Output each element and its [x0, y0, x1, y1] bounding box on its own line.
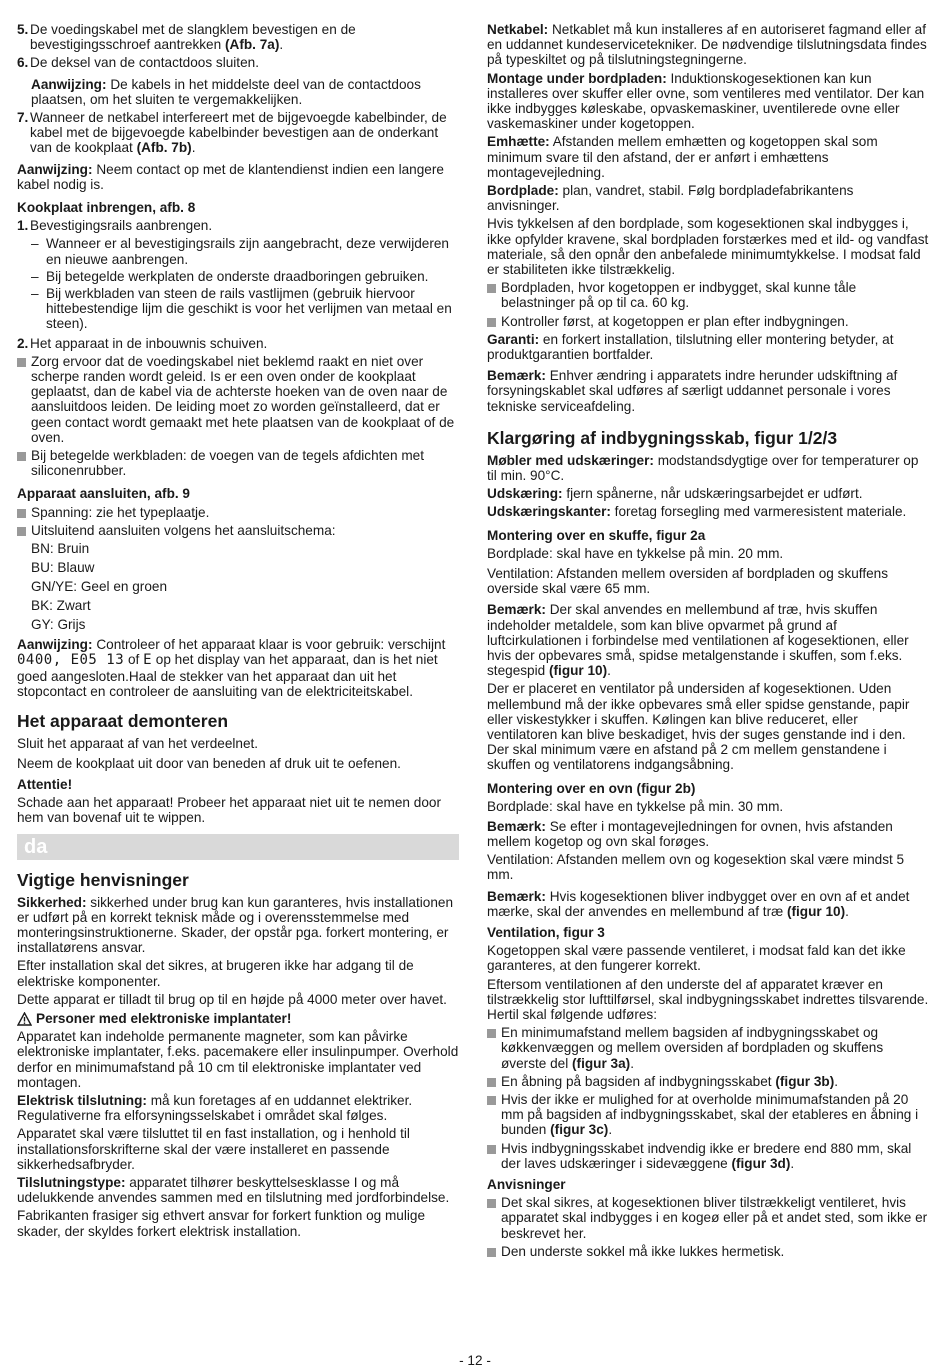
- insert-step-1: [17, 218, 459, 233]
- remark-label: Bemærk:: [487, 602, 546, 618]
- warranty-paragraph: [487, 332, 929, 362]
- dash-item: – Bij betegelde werkplaten de onderste draadboringen gebruiken.: [31, 268, 429, 284]
- bullet-item: [487, 280, 929, 310]
- drawer-counter: Bordplade: skal have en tykkelse på min. 20 mm.: [487, 545, 784, 561]
- warranty-text: en forkert installation, tilslutning eller montering betyder, at produktgarantien bortfalder.: [487, 331, 894, 363]
- bullet-square-icon: [487, 1078, 496, 1087]
- step-text: Wanneer de netkabel interfereert met de bijgevoegde kabelbinder, de kabel met de bijgevoegde kabelbinder bevestigen aan de onderkant van de kookplaat: [30, 110, 447, 156]
- wire-gy: GY: Grijs: [31, 617, 86, 633]
- note-text: Neem contact op met de klantendienst indien een langere kabel nodig is.: [17, 161, 444, 192]
- dash-text: Wanneer er al bevestigingsrails zijn aangebracht, deze verwijderen en nieuwe aanbrengen.: [46, 236, 449, 267]
- bullet-text: Spanning: zie het typeplaatje.: [31, 504, 210, 520]
- bullet-text: Hvis der ikke er mulighed for at overholde minimumafstanden på 20 mm på bagsiden af indbygningsskabet, skal der etableres en åbning i bunden: [501, 1091, 919, 1138]
- figure-ref: (Afb. 7b): [136, 140, 192, 156]
- dash-text: Bij betegelde werkplaten de onderste draadboringen gebruiken.: [46, 268, 429, 284]
- dash-text: Bij werkbladen van steen de rails vastlijmen (gebruik hiervoor hittebestendige lijm die geschikt is voor het verlijmen van metaal en steen).: [46, 286, 452, 332]
- safety-label: Sikkerhed:: [17, 894, 87, 910]
- step-6: [17, 55, 459, 70]
- fixed-install: Apparatet skal være tilsluttet til en fast installation, og i henhold til installationsforskrifterne skal der være installeret en passende sikkerhedsafbryder.: [17, 1126, 410, 1172]
- remark-oven: [487, 819, 929, 849]
- connect-heading: Apparaat aansluiten, afb. 9: [17, 486, 190, 502]
- cutout-text: fjern spånerne, når udskæringsarbejdet er udført.: [566, 486, 863, 502]
- altitude: Dette apparat er tilladt til brug op til en højde på 4000 meter over havet.: [17, 991, 447, 1007]
- prep-heading: Klargøring af indbygningsskab, figur 1/2/3: [487, 427, 838, 448]
- attention-text: Schade aan het apparaat! Probeer het apparaat niet uit te nemen door hem van bovenaf uit te wippen.: [17, 795, 441, 826]
- remark-service: [487, 368, 929, 414]
- bullet-item: [17, 448, 459, 478]
- bullet-square-icon: [487, 318, 496, 327]
- page-number: - 12 -: [459, 1353, 491, 1368]
- remark-other-brand: Bemærk: Hvis kogesektionen bliver indbygget over en ovn af et andet mærke, skal der anvendes en mellembund af træ (figur 10).: [487, 888, 910, 919]
- note-check: [17, 637, 459, 699]
- left-column: [17, 22, 459, 1242]
- step-7: 7. Wanneer de netkabel interfereert met de bijgevoegde kabelbinder, de kabel met de bijgevoegde kabelbinder bevestigen aan de onderkant van de kookplaat (Afb. 7b).: [17, 110, 447, 156]
- figure-ref: (figur 3d): [731, 1155, 791, 1171]
- step-number: 7.: [17, 110, 29, 126]
- remark-drawer: Bemærk: Der skal anvendes en mellembund af træ, hvis skuffen indeholder metaldele, som kan blive opvarmet på grund af luftcirkulationen i forbindelse med ventilationen af kogesektionen, eller hvis der opbevares små, spidse metalgenstande i skuffen, som f.eks. stegespid (figur 10).: [487, 602, 909, 679]
- demount-heading: Het apparaat demonteren: [17, 710, 229, 731]
- remark-label: Bemærk:: [487, 818, 546, 834]
- remark-text: Se efter i montagevejledningen for ovnen, hvis afstanden mellem kogetop og ovn skal forøges.: [487, 818, 893, 849]
- note-label: Aanwijzing:: [17, 161, 93, 177]
- netcable-label: Netkabel:: [487, 22, 549, 37]
- edges-paragraph: [487, 504, 929, 519]
- remark-text: Der skal anvendes en mellembund af træ, hvis skuffen indeholder metaldele, som kan blive opvarmet på grund af luftcirkulationen i forbindelse med ventilationen af kogesektionen, eller hvis der opbevares små, spidse metalgenstande i skuffen, som f.eks. stegespid: [487, 602, 909, 679]
- furniture-paragraph: [487, 453, 929, 483]
- mount-text: Induktionskogesektionen kan kun installeres over skuffer eller ovne, som ventileres med ventilator. Der kan ikke indbygges køleskabe, opvaskemaskiner, uventilerede ovne eller vaskemaskiner under kogetoppen.: [487, 70, 925, 132]
- netcable-paragraph: [487, 22, 929, 68]
- bullet-text: En åbning på bagsiden af indbygningsskabet: [501, 1073, 772, 1089]
- bullet-square-icon: [17, 527, 26, 536]
- fan-paragraph: Der er placeret en ventilator på undersiden af kogesektionen. Uden mellembund må der ikke opbevares små eller spidse genstande, papir eller viskestykker i skuffen. Kølingen kan blive reduceret, eller ventilatoren kan blive beskadiget, hvis der suges genstande ind i den. Der skal minimum være en afstand på 2 cm mellem genstandene i skuffen og ventilatorens indgangsåbning.: [487, 681, 910, 773]
- counter-label: Bordplade:: [487, 183, 559, 199]
- remark-label: Bemærk:: [487, 888, 546, 904]
- netcable-text: Netkablet må kun installeres af en autoriseret fagmand eller af en uddannet kundeservicetekniker. De nødvendige tilslutningsdata findes på typeskiltet og på tilslutningstegningerne.: [487, 22, 927, 68]
- disclaimer: Fabrikanten frasiger sig ethvert ansvar for forkert funktion og mulige skader, der skyldes forkert elektrisk installation.: [17, 1208, 426, 1239]
- thickness-paragraph: Hvis tykkelsen af den bordplade, som kogesektionen skal indbygges i, ikke opfylder kravene, skal bordpladen forstærkes med et ild- og vandfast materiale, så den opnår den anbefalede minimumtykkelse. I modsat fald er stabiliteten ikke tilstrækkelig.: [487, 216, 929, 278]
- bullet-text: En minimumafstand mellem bagsiden af indbygningsskabet og køkkenvæggen og mellem oversiden af bordpladen og skuffens øverste del: [501, 1025, 884, 1071]
- note-text: De kabels in het middelste deel van de contactdoos plaatsen, om het sluiten te vergemakkelijken.: [31, 76, 421, 107]
- drawer-heading: Montering over en skuffe, figur 2a: [487, 527, 706, 543]
- conntype-label: Tilslutningstype:: [17, 1174, 126, 1190]
- figure-ref: (figur 10): [786, 903, 846, 919]
- dash-item: – Wanneer er al bevestigingsrails zijn aangebracht, deze verwijderen en nieuwe aanbrengen.: [31, 236, 459, 266]
- note-text: Controleer of het apparaat klaar is voor gebruik: verschijnt: [96, 637, 446, 653]
- bullet-square-icon: [487, 1029, 496, 1038]
- wire-bu: BU: Blauw: [31, 560, 95, 576]
- bullet-item: [17, 523, 459, 538]
- display-code: E: [143, 652, 152, 669]
- bullet-square-icon: [487, 1096, 496, 1105]
- bullet-square-icon: [487, 1199, 496, 1208]
- conntype-paragraph: [17, 1175, 459, 1205]
- bullet-square-icon: [487, 1145, 496, 1154]
- wire-bk: BK: Zwart: [31, 598, 91, 614]
- hood-paragraph: [487, 134, 929, 180]
- step-number: 1.: [17, 218, 29, 234]
- bullet-square-icon: [17, 509, 26, 518]
- bullet-item: Hvis indbygningsskabet indvendig ikke er bredere end 880 mm, skal der laves udskæringer i sidevæggene (figur 3d).: [487, 1141, 929, 1171]
- important-heading: Vigtige henvisninger: [17, 869, 189, 890]
- electric-paragraph: [17, 1093, 459, 1123]
- bullet-text: Kontroller først, at kogetoppen er plan efter indbygningen.: [501, 313, 849, 329]
- step-text: De deksel van de contactdoos sluiten.: [30, 55, 259, 71]
- bullet-item: [487, 1244, 929, 1259]
- step-number: 5.: [17, 22, 29, 37]
- note-label: Aanwijzing:: [31, 76, 107, 92]
- insert-heading: Kookplaat inbrengen, afb. 8: [17, 200, 196, 216]
- vent-heading: Ventilation, figur 3: [487, 924, 605, 940]
- electric-label: Elektrisk tilslutning:: [17, 1092, 147, 1108]
- remark-label: Bemærk:: [487, 368, 546, 384]
- display-code: 0400, E05 13: [17, 652, 125, 669]
- bullet-text: Det skal sikres, at kogesektionen bliver tilstrækkeligt ventileret, hvis apparatet skal indbygges i en kogeø eller på et andet sted, som ikke er beskrevet her.: [501, 1195, 928, 1241]
- step-5: 5. De voedingskabel met de slangklem bevestigen en de bevestigingsschroef aantrekken (Afb. 7a).: [17, 22, 356, 53]
- step-number: 6.: [17, 55, 29, 71]
- remark-text: Enhver ændring i apparatets indre herunder udskiftning af forsyningskablet skal udføres af særligt uddannet personale i vores tekniske serviceafdeling.: [487, 368, 898, 414]
- bullet-item: En minimumafstand mellem bagsiden af indbygningsskabet og køkkenvæggen og mellem oversiden af bordpladen og skuffens øverste del (figur 3a).: [487, 1025, 929, 1071]
- bullet-item: [17, 354, 459, 445]
- bullet-text: Hvis indbygningsskabet indvendig ikke er bredere end 880 mm, skal der laves udskæringer i sidevæggene: [501, 1140, 912, 1171]
- mount-paragraph: [487, 71, 929, 132]
- conntype-text: apparatet tilhører beskyttelsesklasse I og må udelukkende anvendes sammen med en tilslutning med jordforbindelse.: [17, 1174, 450, 1206]
- demount-p1: Sluit het apparaat af van het verdeelnet.: [17, 735, 259, 751]
- electric-text: må kun foretages af en uddannet elektriker. Regulativerne fra elforsyningsselskabet i området skal følges.: [17, 1092, 413, 1124]
- mount-label: Montage under bordpladen:: [487, 70, 667, 86]
- implant-text: Apparatet kan indeholde permanente magneter, som kan påvirke elektroniske implantater, f.eks. pacemakere eller insulinpumper. Overhold derfor en minimumafstand på 10 cm til elektroniske implantater ved montagen.: [17, 1029, 459, 1090]
- vent-p1: Kogetoppen skal være passende ventileret, i modsat fald kan det ikke garanteres, at den fungerer korrekt.: [487, 943, 906, 974]
- oven-counter: Bordplade: skal have en tykkelse på min. 30 mm.: [487, 798, 784, 814]
- cutout-paragraph: [487, 486, 929, 501]
- furniture-label: Møbler med udskæringer:: [487, 452, 654, 468]
- note-cables: [31, 77, 459, 107]
- vent-p2: Eftersom ventilationen af den underste del af apparatet kræver en tilstrækkelig stor lufttilførsel, skal indbygningsskabet indrettes tilsvarende. Hertil skal følgende udføres:: [487, 976, 929, 1022]
- oven-vent: Ventilation: Afstanden mellem ovn og kogesektion skal være mindst 5 mm.: [487, 852, 905, 883]
- insert-step-2: [17, 336, 459, 351]
- guidance-heading: Anvisninger: [487, 1177, 566, 1192]
- bullet-item: En åbning på bagsiden af indbygningsskabet (figur 3b).: [487, 1074, 929, 1089]
- figure-ref: (figur 10): [548, 663, 608, 679]
- bullet-square-icon: [487, 1248, 496, 1257]
- hood-label: Emhætte:: [487, 134, 550, 150]
- warranty-label: Garanti:: [487, 331, 540, 347]
- bullet-text: Bordpladen, hvor kogetoppen er indbygget, skal kunne tåle belastninger på op til ca. 60 kg.: [501, 280, 857, 311]
- attention-label: Attentie!: [17, 776, 73, 792]
- bullet-text: Zorg ervoor dat de voedingskabel niet beklemd raakt en niet over scherpe randen wordt geleid. Is er een oven onder de kookplaat geplaatst, dan de kabel via de achterste hoeken van de oven naar de aansluitdoos leiden. De leiding moet zo worden geïnstalleerd, dat er geen contact wordt gemaakt met hete plaatsen van de kookplaat of de oven.: [31, 353, 455, 445]
- bullet-square-icon: [17, 452, 26, 461]
- language-code: da: [24, 835, 48, 858]
- step-number: 2.: [17, 335, 29, 351]
- demount-p2: Neem de kookplaat uit door van beneden af druk uit te oefenen.: [17, 755, 401, 771]
- note-text: op het display van het apparaat, dan is het niet goed aangesloten.Haal de stekker van het apparaat dan uit het stopcontact en controleer de aansluiting van de elektriciteitskabel.: [17, 652, 438, 699]
- wire-bn: BN: Bruin: [31, 541, 90, 557]
- bullet-item: [487, 314, 929, 329]
- step-text: Bevestigingsrails aanbrengen.: [30, 218, 213, 234]
- oven-heading: Montering over en ovn (figur 2b): [487, 780, 696, 796]
- bullet-item: [17, 505, 459, 520]
- safety-text: sikkerhed under brug kan kun garanteres, hvis installationen er udført på en korrekt teknisk måde og i overensstemmelse med monteringsinstruktionerne. Skader, der opstår pga. forkert montering, er installatørens ansvar.: [17, 894, 454, 956]
- note-text: of: [127, 652, 140, 668]
- note-longer-cable: [17, 162, 459, 192]
- bullet-square-icon: [487, 284, 496, 293]
- after-install: Efter installation skal det sikres, at brugeren ikke har adgang til de elektriske komponenter.: [17, 958, 414, 989]
- warning-triangle-icon: [17, 1012, 32, 1026]
- implant-heading: [17, 1011, 459, 1026]
- counter-text: plan, vandret, stabil. Følg bordpladefabrikantens anvisninger.: [487, 183, 854, 214]
- edges-text: foretag forsegling med varmeresistent materiale.: [614, 504, 907, 520]
- step-text: De voedingskabel met de slangklem bevestigen en de bevestigingsschroef aantrekken: [30, 22, 356, 53]
- bullet-text: Bij betegelde werkbladen: de voegen van de tegels afdichten met siliconenrubber.: [31, 448, 424, 479]
- bullet-item: [487, 1195, 929, 1241]
- figure-ref: (figur 3c): [550, 1122, 609, 1138]
- hood-text: Afstanden mellem emhætten og kogetoppen skal som minimum svare til den afstand, der er anført i emhættens montagevejledning.: [487, 134, 878, 180]
- note-label: Aanwijzing:: [17, 637, 93, 653]
- dash-item: – Bij werkbladen van steen de rails vastlijmen (gebruik hiervoor hittebestendige lijm die geschikt is voor het verlijmen van metaal en steen).: [31, 286, 459, 332]
- implant-heading-text: Personer med elektroniske implantater!: [36, 1010, 292, 1026]
- bullet-text: Den underste sokkel må ikke lukkes hermetisk.: [501, 1243, 785, 1259]
- safety-paragraph: [17, 895, 459, 956]
- figure-ref: (figur 3a): [572, 1055, 631, 1071]
- bullet-square-icon: [17, 358, 26, 367]
- figure-ref: (Afb. 7a): [224, 37, 280, 53]
- bullet-text: Uitsluitend aansluiten volgens het aansluitschema:: [31, 522, 336, 538]
- step-text: Het apparaat in de inbouwnis schuiven.: [30, 335, 268, 351]
- remark-text: Hvis kogesektionen bliver indbygget over en ovn af et andet mærke, skal der anvendes en mellembund af træ: [487, 888, 910, 919]
- edges-label: Udskæringskanter:: [487, 504, 611, 520]
- language-band: [17, 834, 459, 860]
- right-column: [487, 22, 929, 1262]
- furniture-text: modstandsdygtige over for temperaturer op til min. 90°C.: [487, 452, 919, 484]
- cutout-label: Udskæring:: [487, 486, 563, 502]
- bullet-item: Hvis der ikke er mulighed for at overholde minimumafstanden på 20 mm på bagsiden af indbygningsskabet, skal der etableres en åbning i bunden (figur 3c).: [487, 1092, 929, 1138]
- wire-gnye: GN/YE: Geel en groen: [31, 579, 168, 595]
- counter-paragraph: [487, 183, 929, 213]
- drawer-vent: Ventilation: Afstanden mellem oversiden af bordpladen og skuffens overside skal være 65 mm.: [487, 565, 889, 597]
- figure-ref: (figur 3b): [775, 1073, 835, 1089]
